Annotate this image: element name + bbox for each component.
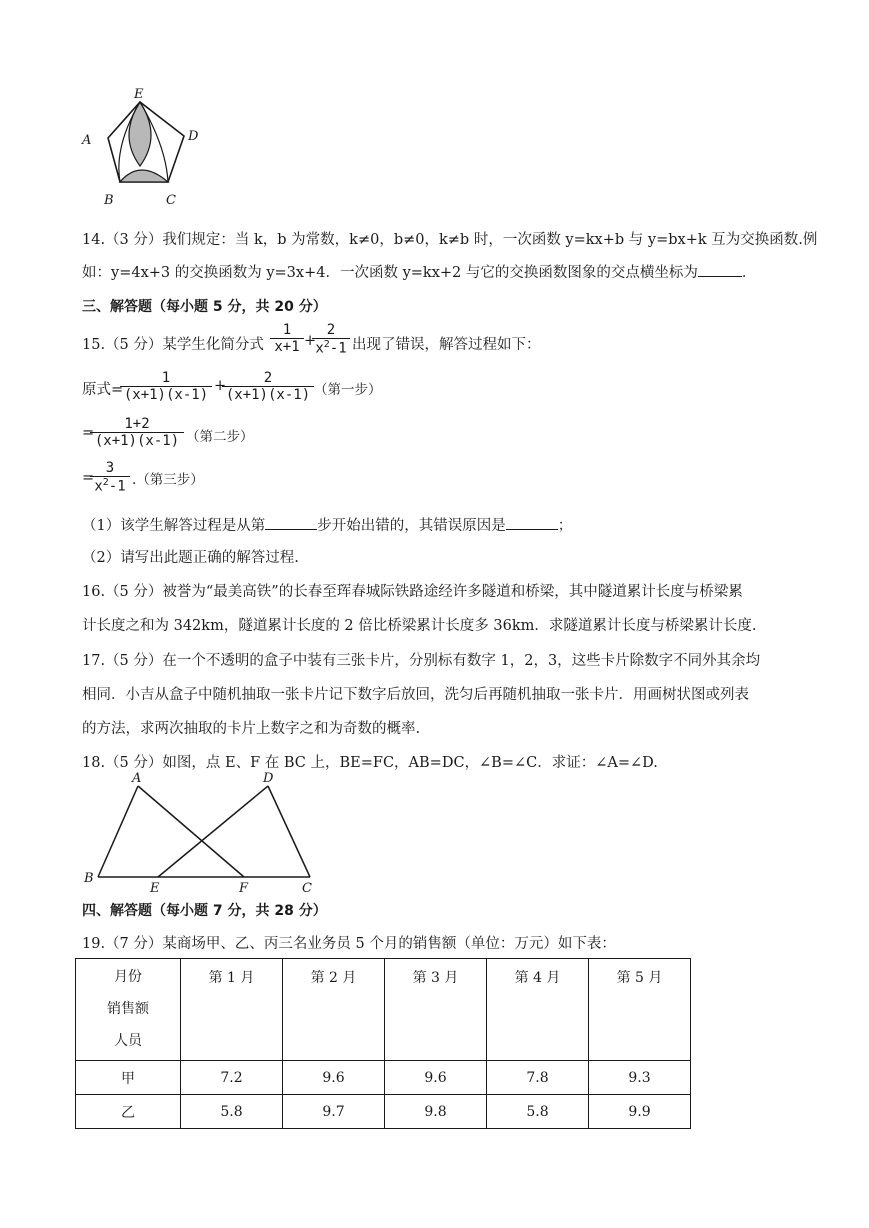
table-cell: 9.6 xyxy=(385,1061,487,1095)
triangles-figure xyxy=(80,772,320,896)
table-cell: 5.8 xyxy=(181,1095,283,1129)
vertex-label-c: C xyxy=(302,881,312,896)
q16-line1: 16.（5 分）被誉为“最美高铁”的长春至珲春城际铁路途经许多隧道和桥梁，其中隧道累计长度与桥梁累 xyxy=(82,584,743,600)
q14-line2 xyxy=(82,261,756,282)
table-cell: 9.8 xyxy=(385,1095,487,1129)
fraction-numerator: 2 xyxy=(326,322,336,338)
table-header-cell: 第 3 月 xyxy=(385,959,487,1061)
fraction-denominator: (x+1)(x-1) xyxy=(94,433,180,449)
corner-person-label: 人员 xyxy=(114,1033,142,1049)
fraction-numerator: 1 xyxy=(282,322,292,338)
q15-sub1-prefix: （1）该学生解答过程是从第 xyxy=(82,518,266,534)
q15-sub1 xyxy=(82,514,572,535)
fraction-numerator: 1 xyxy=(161,370,171,386)
q15-step1-note: （第一步） xyxy=(314,382,382,398)
q15-sub1-suffix: ； xyxy=(557,518,573,534)
fraction-denominator: $x^2-1$ xyxy=(94,477,126,495)
corner-month-label: 月份 xyxy=(114,969,142,985)
q14-answer-blank xyxy=(698,262,742,277)
vertex-label-a: A xyxy=(132,772,142,786)
row-person-cell: 甲 xyxy=(76,1061,181,1095)
fraction-numerator: 1+2 xyxy=(124,416,150,432)
q15-intro-plus: + xyxy=(304,333,317,349)
table-cell: 9.3 xyxy=(589,1061,691,1095)
vertex-label-d: D xyxy=(263,772,274,786)
q15-intro-fraction-2 xyxy=(312,322,350,357)
sales-table xyxy=(75,958,691,1129)
table-header-cell: 第 1 月 xyxy=(181,959,283,1061)
q15-step1-label: 原式= xyxy=(82,382,124,398)
q14-line2-suffix: ． xyxy=(741,265,757,281)
vertex-label-e: E xyxy=(134,87,144,102)
q15-step2-note: （第二步） xyxy=(186,429,254,445)
section3-title: 三、解答题（每小题 5 分，共 20 分） xyxy=(82,299,327,315)
vertex-label-b: B xyxy=(104,193,114,208)
pentagon-figure xyxy=(78,86,208,216)
fraction-numerator: 2 xyxy=(263,370,273,386)
q17-line1: 17.（5 分）在一个不透明的盒子中装有三张卡片，分别标有数字 1，2，3，这些卡片除数字不同外其余均 xyxy=(82,653,761,669)
fraction-numerator: 3 xyxy=(105,460,115,476)
q17-line2: 相同．小吉从盒子中随机抽取一张卡片记下数字后放回，洗匀后再随机抽取一张卡片．用画树状图或列表 xyxy=(82,687,749,703)
vertex-label-d: D xyxy=(188,129,199,144)
q16-line2: 计长度之和为 342km，隧道累计长度的 2 倍比桥梁累计长度多 36km．求隧道累计长度与桥梁累计长度. xyxy=(82,618,757,634)
q14-line1: 14.（3 分）我们规定：当 k，b 为常数，k≠0，b≠0，k≠b 时，一次函数 y=kx+b 与 y=bx+k 互为交换函数.例 xyxy=(82,232,818,248)
vertex-label-c: C xyxy=(166,193,176,208)
q15-step3-eq: = xyxy=(82,470,95,486)
table-header-row xyxy=(76,959,691,1061)
fraction-denominator: x+1 xyxy=(274,339,300,355)
vertex-label-b: B xyxy=(84,871,94,886)
q15-step3-fraction xyxy=(90,460,130,495)
q15-sub1-middle: 步开始出错的，其错误原因是 xyxy=(317,518,506,534)
q15-step2-fraction xyxy=(90,416,184,449)
row-person-cell: 乙 xyxy=(76,1095,181,1129)
table-row xyxy=(76,1095,691,1129)
table-cell: 7.8 xyxy=(487,1061,589,1095)
q15-step1-fraction-2 xyxy=(222,370,314,403)
fraction-denominator: (x+1)(x-1) xyxy=(123,387,209,403)
q15-step3-note: .（第三步） xyxy=(132,472,204,488)
table-cell: 7.2 xyxy=(181,1061,283,1095)
table-header-cell: 第 2 月 xyxy=(283,959,385,1061)
q15-intro-prefix: 15.（5 分）某学生化简分式 xyxy=(82,337,264,353)
q15-intro-fraction-1 xyxy=(270,322,304,355)
vertex-label-a: A xyxy=(82,133,92,148)
q15-sub2: （2）请写出此题正确的解答过程. xyxy=(82,550,299,566)
table-corner-cell xyxy=(76,959,181,1061)
table-cell: 5.8 xyxy=(487,1095,589,1129)
q19-line1: 19.（7 分）某商场甲、乙、丙三名业务员 5 个月的销售额（单位：万元）如下表： xyxy=(82,936,616,952)
vertex-label-f: F xyxy=(239,881,249,896)
q15-step2-eq: = xyxy=(82,425,95,441)
table-row xyxy=(76,1061,691,1095)
table-cell: 9.6 xyxy=(283,1061,385,1095)
q15-step1-fraction-1 xyxy=(120,370,212,403)
corner-sales-label: 销售额 xyxy=(107,1001,149,1017)
table-cell: 9.9 xyxy=(589,1095,691,1129)
q18-line1: 18.（5 分）如图，点 E、F 在 BC 上，BE=FC，AB=DC，∠B=∠C．求证：∠A=∠D. xyxy=(82,755,658,771)
q15-reason-blank xyxy=(506,515,558,530)
fraction-denominator: $x^2-1$ xyxy=(315,339,347,357)
q15-intro-suffix: 出现了错误，解答过程如下： xyxy=(352,337,541,353)
table-header-cell: 第 4 月 xyxy=(487,959,589,1061)
fraction-denominator: (x+1)(x-1) xyxy=(225,387,311,403)
q15-step-blank xyxy=(265,515,317,530)
q17-line3: 的方法，求两次抽取的卡片上数字之和为奇数的概率. xyxy=(82,721,421,737)
q15-step1-plus: + xyxy=(214,378,227,394)
section4-title: 四、解答题（每小题 7 分，共 28 分） xyxy=(82,903,327,919)
table-cell: 9.7 xyxy=(283,1095,385,1129)
vertex-label-e: E xyxy=(150,881,160,896)
table-header-cell: 第 5 月 xyxy=(589,959,691,1061)
q14-line2-text: 如：y=4x+3 的交换函数为 y=3x+4．一次函数 y=kx+2 与它的交换函数图象的交点横坐标为 xyxy=(82,265,698,281)
